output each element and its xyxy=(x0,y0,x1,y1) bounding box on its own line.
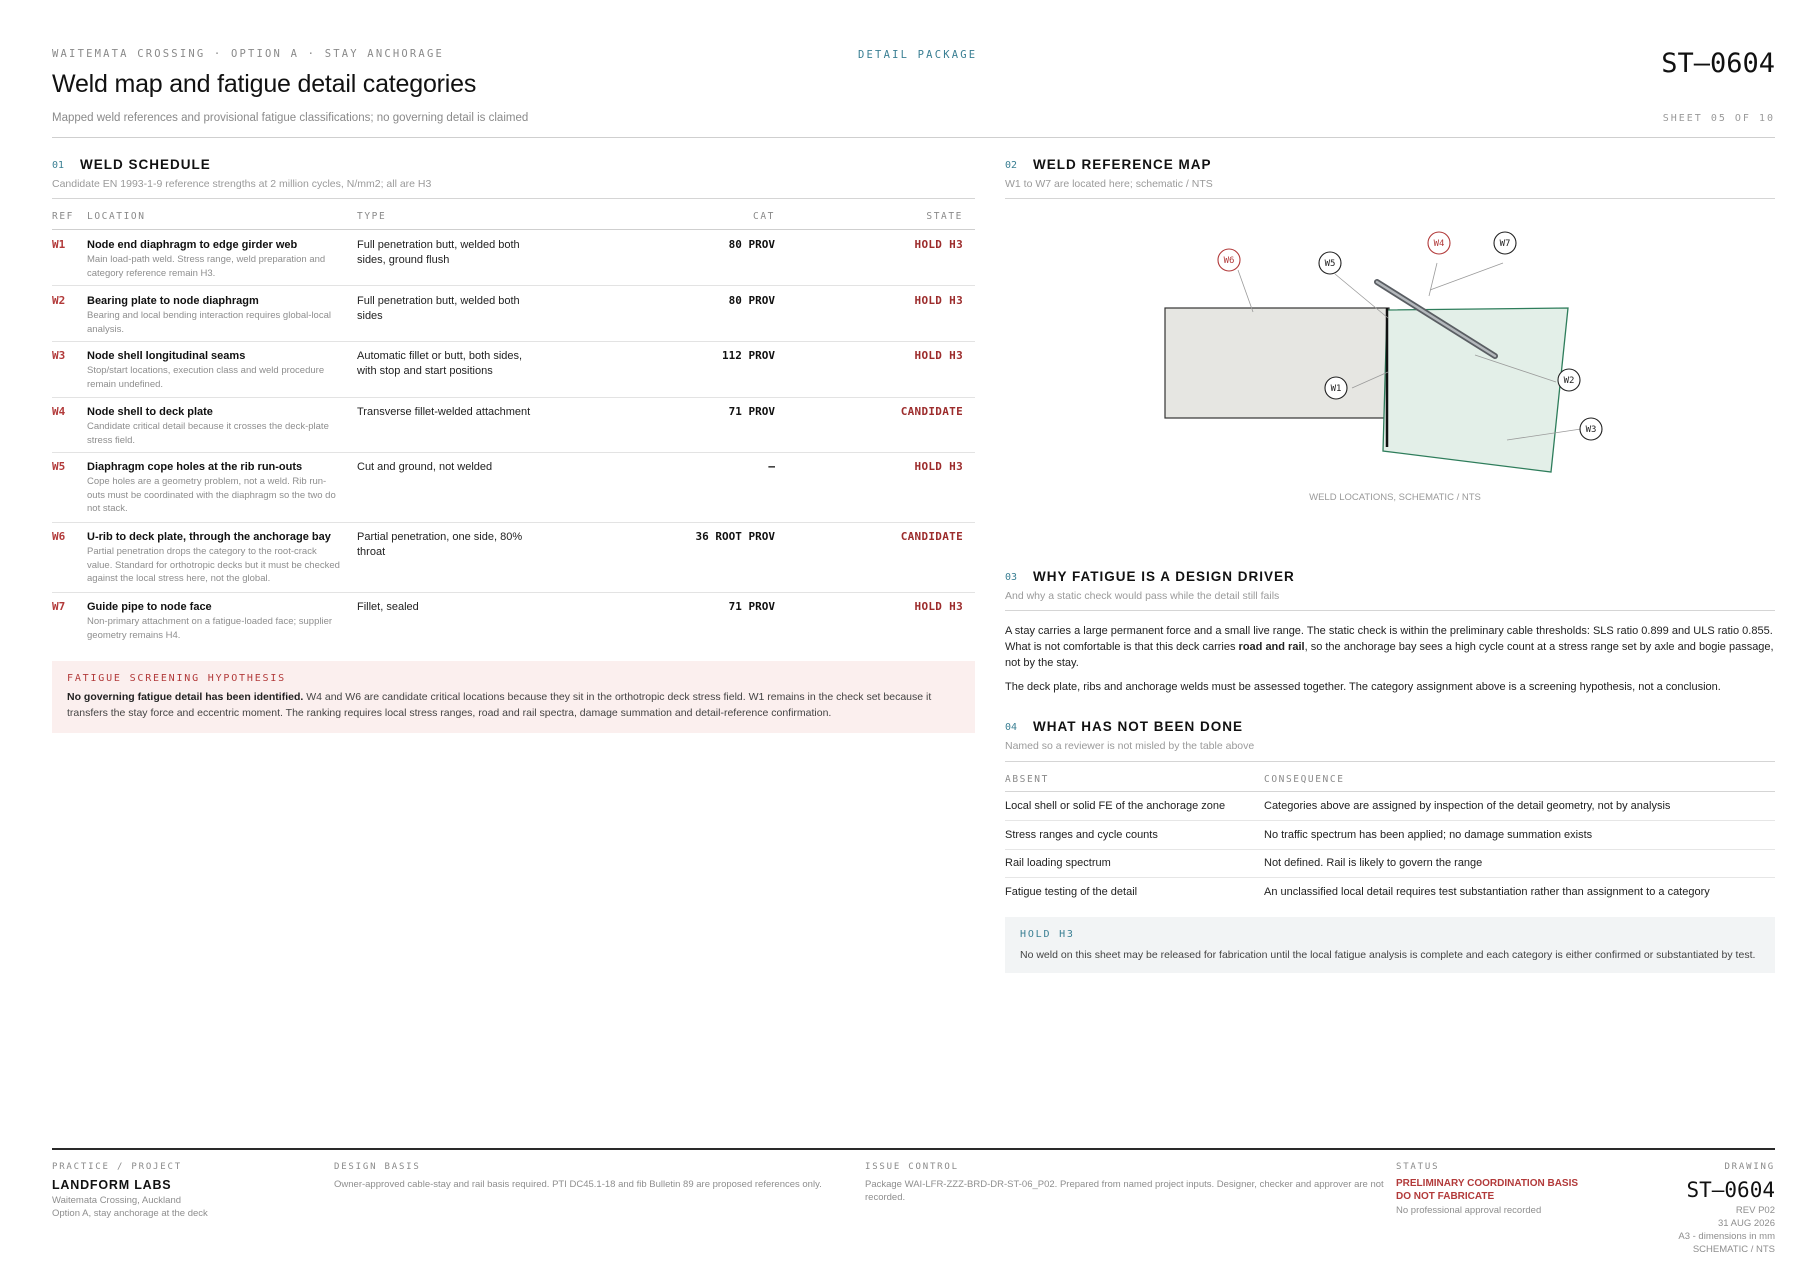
weld-marker-w1 xyxy=(1325,377,1347,399)
row-divider xyxy=(52,592,975,593)
column-header: TYPE xyxy=(357,211,387,222)
drawing-number: ST–0604 xyxy=(1661,48,1775,79)
section-subtitle: And why a static check would pass while the detail still fails xyxy=(1005,590,1280,602)
weld-state: HOLD H3 xyxy=(914,238,963,251)
section-divider xyxy=(1005,761,1775,762)
consequence-item: An unclassified local detail requires test substantiation rather than assignment to a category xyxy=(1264,886,1710,898)
row-divider xyxy=(1005,849,1775,850)
weld-ref: W3 xyxy=(52,349,66,362)
weld-marker-w5 xyxy=(1319,252,1341,274)
weld-location: Node shell to deck plate xyxy=(87,406,213,418)
weld-type: Transverse fillet-welded attachment xyxy=(357,406,531,418)
section-title: WHY FATIGUE IS A DESIGN DRIVER xyxy=(1033,569,1295,584)
callout-title: FATIGUE SCREENING HYPOTHESIS xyxy=(67,673,286,684)
weld-state: HOLD H3 xyxy=(914,600,963,613)
weld-category: 36 ROOT PROV xyxy=(695,530,775,543)
section-number: 02 xyxy=(1005,160,1018,171)
paragraph-text: , so the anchorage bay sees a high cycle count at a stress range set by axle and bogie passage, not by the stay. xyxy=(1005,641,1774,669)
column-header: LOCATION xyxy=(87,211,146,222)
section-number: 01 xyxy=(52,160,65,171)
paragraph-text: A stay carries a large permanent force and a small live range. The static check is within the preliminary cable thresholds: SLS ratio 0.899 and ULS ratio 0.855. What is not comfortable is that this deck carries xyxy=(1005,625,1773,653)
footer-drawing-number: ST–0604 xyxy=(1686,1178,1775,1202)
weld-category: 71 PROV xyxy=(728,405,775,418)
consequence-item: Not defined. Rail is likely to govern the range xyxy=(1264,857,1483,869)
weld-state: HOLD H3 xyxy=(914,294,963,307)
weld-ref: W5 xyxy=(52,460,66,473)
status-line: PRELIMINARY COORDINATION BASIS xyxy=(1396,1178,1579,1189)
section-subtitle: Candidate EN 1993-1-9 reference strengths at 2 million cycles, N/mm2; all are H3 xyxy=(52,178,432,190)
column-header: REF xyxy=(52,211,74,222)
weld-note: Cope holes are a geometry problem, not a weld. Rib run-outs must be coordinated with the diaphragm so the two do not stack. xyxy=(87,476,336,514)
weld-category: – xyxy=(768,460,775,473)
weld-type: Cut and ground, not welded xyxy=(357,461,493,473)
weld-marker-w3 xyxy=(1580,418,1602,440)
weld-note: Partial penetration drops the category to the root-crack value. Standard for orthotropic decks but it must be checked against the local stress here, not the global. xyxy=(87,546,340,584)
footer-label: ISSUE CONTROL xyxy=(865,1162,959,1172)
weld-location: Node shell longitudinal seams xyxy=(87,350,246,362)
anchorage-node xyxy=(1383,308,1568,472)
footer-label: PRACTICE / PROJECT xyxy=(52,1162,182,1172)
column-header: CAT xyxy=(753,211,775,222)
consequence-item: Categories above are assigned by inspection of the detail geometry, not by analysis xyxy=(1264,800,1671,812)
section-divider xyxy=(1005,198,1775,199)
weld-state: HOLD H3 xyxy=(914,460,963,473)
row-divider xyxy=(52,522,975,523)
weld-state: CANDIDATE xyxy=(900,405,963,418)
practice-name: LANDFORM LABS xyxy=(52,1178,172,1192)
fatigue-paragraph xyxy=(1005,623,1777,671)
footer-label: DRAWING xyxy=(1724,1162,1775,1172)
weld-type: Partial penetration, one side, 80% throat xyxy=(357,531,523,558)
svg-text:W6: W6 xyxy=(1223,256,1235,266)
row-divider xyxy=(52,397,975,398)
row-divider xyxy=(1005,820,1775,821)
absent-item: Stress ranges and cycle counts xyxy=(1005,829,1158,841)
row-divider xyxy=(52,452,975,453)
package-label: DETAIL PACKAGE xyxy=(858,49,978,61)
status-warning: DO NOT FABRICATE xyxy=(1396,1191,1495,1202)
weld-location: Guide pipe to node face xyxy=(87,601,212,613)
weld-note: Main load-path weld. Stress range, weld preparation and category reference remain H3. xyxy=(87,254,326,279)
project-name: Waitemata Crossing, Auckland xyxy=(52,1195,182,1206)
svg-text:W2: W2 xyxy=(1563,376,1575,386)
sheet-format: A3 - dimensions in mm xyxy=(1678,1231,1775,1242)
weld-note: Bearing and local bending interaction requires global-local analysis. xyxy=(87,310,331,335)
hold-callout xyxy=(1005,917,1775,973)
weld-category: 80 PROV xyxy=(728,294,775,307)
scale-note: SCHEMATIC / NTS xyxy=(1692,1244,1775,1255)
approval-note: No professional approval recorded xyxy=(1396,1205,1542,1216)
callout-text: W4 and W6 are candidate critical locations because they sit in the orthotropic deck stress field. W1 remains in the check set because it transfers the stay force and eccentric moment. The ranking requires local stress ranges, road and rail spectra, damage summation and detail-reference confirmation. xyxy=(67,691,932,719)
fatigue-hypothesis-callout xyxy=(52,661,975,733)
page-title: Weld map and fatigue detail categories xyxy=(52,70,477,98)
weld-location: U-rib to deck plate, through the anchorage bay xyxy=(87,531,331,543)
fatigue-paragraph-2: The deck plate, ribs and anchorage welds must be assessed together. The category assignment above is a screening hypothesis, not a conclusion. xyxy=(1005,681,1721,693)
weld-state: CANDIDATE xyxy=(900,530,963,543)
issue-control: Package WAI-LFR-ZZZ-BRD-DR-ST-06_P02. Prepared from named project inputs. Designer, checker and approver are not recorded. xyxy=(865,1179,1384,1203)
absent-item: Rail loading spectrum xyxy=(1005,857,1111,869)
absent-item: Local shell or solid FE of the anchorage zone xyxy=(1005,800,1226,812)
row-divider xyxy=(52,285,975,286)
weld-location: Diaphragm cope holes at the rib run-outs xyxy=(87,461,303,473)
svg-text:W3: W3 xyxy=(1585,425,1597,435)
revision: REV P02 xyxy=(1735,1205,1775,1216)
weld-ref: W2 xyxy=(52,294,66,307)
callout-lead: No governing fatigue detail has been identified. xyxy=(67,691,304,703)
section-number: 03 xyxy=(1005,572,1018,583)
weld-category: 71 PROV xyxy=(728,600,775,613)
weld-reference-map xyxy=(1005,210,1775,510)
weld-note: Stop/start locations, execution class and weld procedure remain undefined. xyxy=(87,365,325,390)
section-subtitle: W1 to W7 are located here; schematic / NTS xyxy=(1005,178,1213,190)
callout-body xyxy=(67,690,947,721)
design-basis: Owner-approved cable-stay and rail basis required. PTI DC45.1-18 and fib Bulletin 89 are proposed references only. xyxy=(334,1179,822,1190)
issue-date: 31 AUG 2026 xyxy=(1717,1218,1775,1229)
weld-ref: W1 xyxy=(52,238,66,251)
sheet-indicator: SHEET 05 OF 10 xyxy=(1662,113,1775,124)
weld-type: Full penetration butt, welded both sides, ground flush xyxy=(357,239,520,266)
weld-type: Full penetration butt, welded both sides xyxy=(357,295,520,322)
weld-ref: W7 xyxy=(52,600,66,613)
weld-marker-w6 xyxy=(1218,249,1240,271)
absent-item: Fatigue testing of the detail xyxy=(1005,886,1138,898)
weld-ref: W6 xyxy=(52,530,66,543)
paragraph-emphasis: road and rail xyxy=(1238,641,1305,653)
section-subtitle: Named so a reviewer is not misled by the table above xyxy=(1005,740,1255,752)
hold-body: No weld on this sheet may be released for fabrication until the local fatigue analysis is complete and each category is either confirmed or substantiated by test. xyxy=(1020,949,1756,961)
column-header: CONSEQUENCE xyxy=(1264,774,1345,785)
project-option: Option A, stay anchorage at the deck xyxy=(52,1208,208,1219)
weld-note: Non-primary attachment on a fatigue-loaded face; supplier geometry remains H4. xyxy=(87,616,333,641)
svg-text:W5: W5 xyxy=(1324,259,1336,269)
weld-note: Candidate critical detail because it crosses the deck-plate stress field. xyxy=(87,421,329,446)
page-subtitle: Mapped weld references and provisional fatigue classifications; no governing detail is claimed xyxy=(52,112,529,124)
weld-category: 80 PROV xyxy=(728,238,775,251)
edge-girder xyxy=(1165,308,1389,418)
header-rule xyxy=(1005,791,1775,792)
svg-text:W7: W7 xyxy=(1499,239,1511,249)
footer-rule xyxy=(52,1148,1775,1150)
section-divider xyxy=(1005,610,1775,611)
svg-text:W1: W1 xyxy=(1330,384,1342,394)
weld-location: Node end diaphragm to edge girder web xyxy=(87,239,298,251)
column-header: STATE xyxy=(926,211,963,222)
project-kicker: WAITEMATA CROSSING · OPTION A · STAY ANCHORAGE xyxy=(52,48,444,60)
hold-title: HOLD H3 xyxy=(1020,929,1075,940)
weld-location: Bearing plate to node diaphragm xyxy=(87,295,259,307)
section-number: 04 xyxy=(1005,722,1018,733)
weld-category: 112 PROV xyxy=(722,349,775,362)
footer-label: DESIGN BASIS xyxy=(334,1162,421,1172)
weld-state: HOLD H3 xyxy=(914,349,963,362)
section-title: WELD REFERENCE MAP xyxy=(1033,157,1212,172)
section-divider xyxy=(52,198,975,199)
column-header: ABSENT xyxy=(1005,774,1049,785)
weld-marker-w7 xyxy=(1494,232,1516,254)
weld-type: Fillet, sealed xyxy=(357,601,419,613)
weld-ref: W4 xyxy=(52,405,66,418)
map-caption: WELD LOCATIONS, SCHEMATIC / NTS xyxy=(1309,492,1481,503)
weld-marker-w4 xyxy=(1428,232,1450,254)
row-divider xyxy=(1005,877,1775,878)
header-divider xyxy=(52,137,1775,138)
header-rule xyxy=(52,229,975,230)
svg-text:W4: W4 xyxy=(1433,239,1445,249)
consequence-item: No traffic spectrum has been applied; no damage summation exists xyxy=(1264,829,1593,841)
section-title: WELD SCHEDULE xyxy=(80,157,211,172)
section-title: WHAT HAS NOT BEEN DONE xyxy=(1033,719,1243,734)
weld-type: Automatic fillet or butt, both sides, with stop and start positions xyxy=(357,350,523,377)
row-divider xyxy=(52,341,975,342)
footer-label: STATUS xyxy=(1396,1162,1440,1172)
weld-marker-w2 xyxy=(1558,369,1580,391)
